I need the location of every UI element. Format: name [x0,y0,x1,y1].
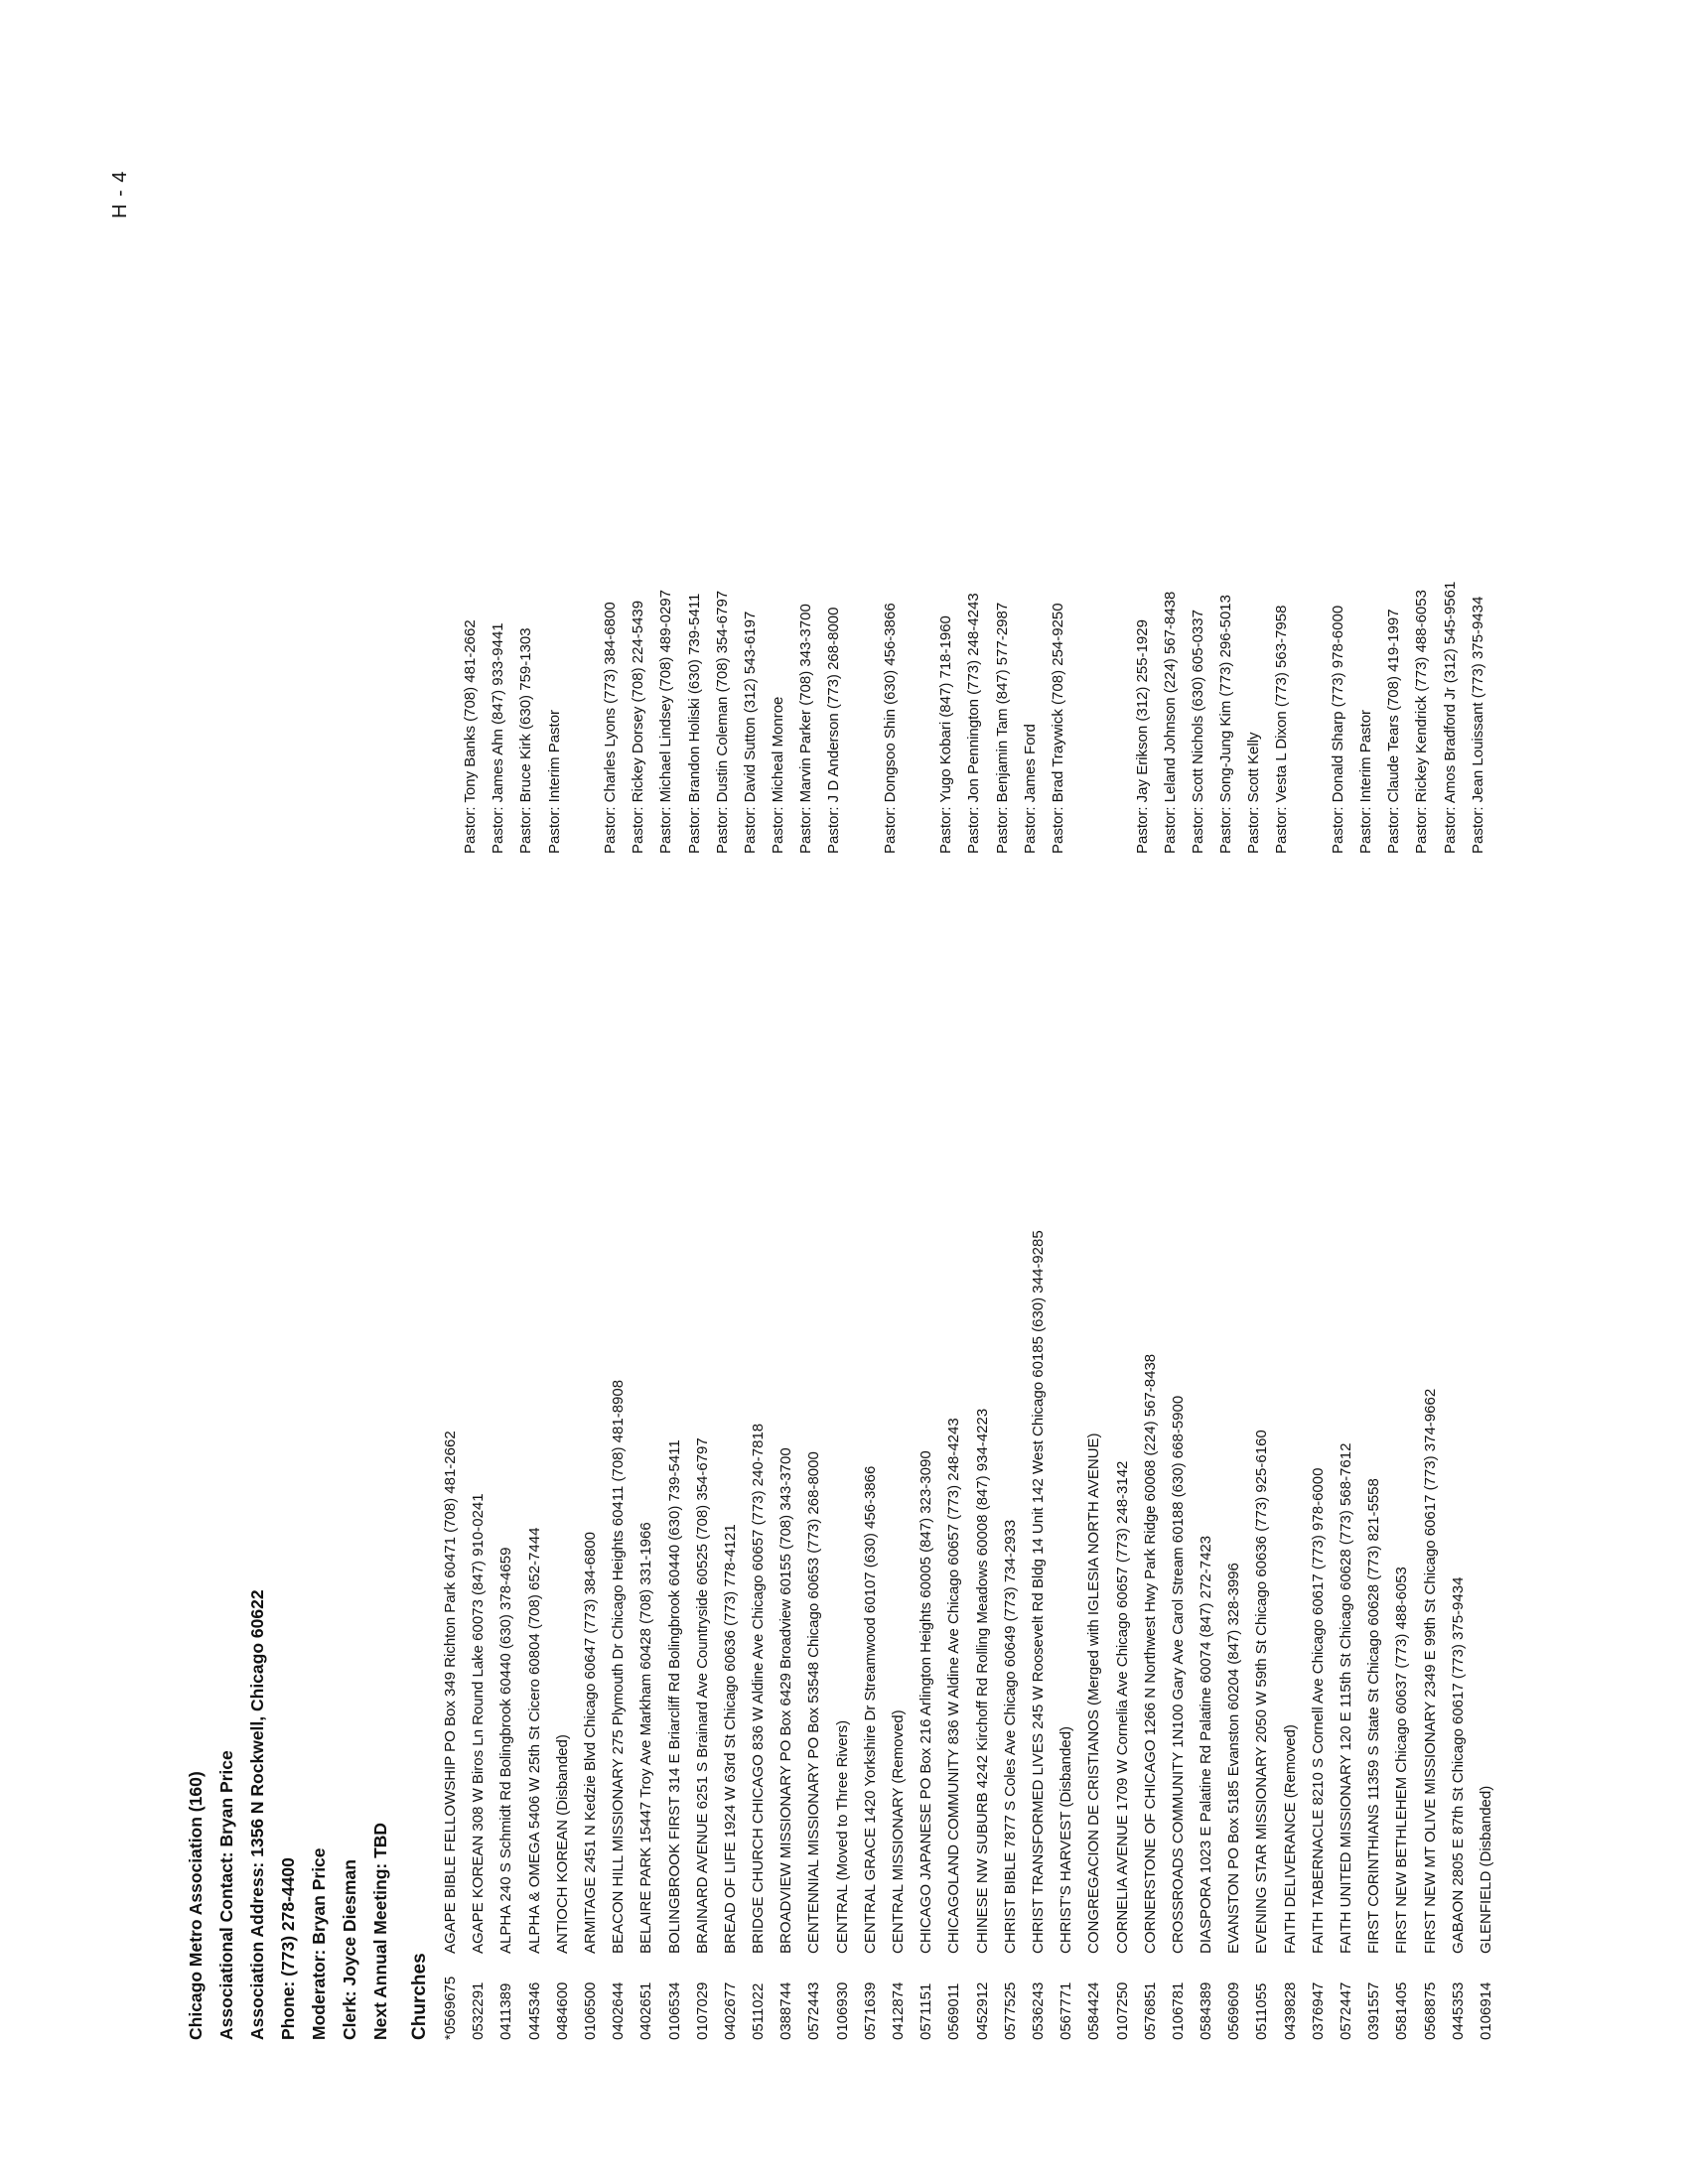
list-item [633,1230,660,2040]
church-entry: CROSSROADS COMMUNITY 1N100 Gary Ave Carol Stream 60188 (630) 668-5900 [1169,1395,1187,1954]
church-id: 0402677 [721,1981,739,2040]
church-entry: FAITH TABERNACLE 8210 S Cornell Ave Chicago 60617 (773) 978-6000 [1309,1467,1327,1954]
list-item [549,1230,577,2040]
church-id: 0402644 [610,1981,628,2040]
next-annual-meeting: Next Annual Meeting: TBD [370,1822,390,2040]
pastor-entry: Pastor: Donald Sharp (773) 978-6000 [1329,605,1346,854]
pastor-entry: Pastor: Interim Pastor [545,709,563,854]
church-entry: BREAD OF LIFE 1924 W 63rd St Chicago 60636 (773) 778-4121 [721,1524,739,1954]
page-number: H - 4 [109,170,131,218]
church-id: 0584424 [1085,1981,1103,2040]
list-item [1080,1230,1108,2040]
association-address: Association Address: 1356 N Rockwell, Chicago 60622 [247,1589,267,2040]
church-entry: ALPHA & OMEGA 5406 W 25th St Cicero 60804 (708) 652-7444 [525,1527,543,1954]
church-id: 0376947 [1309,1981,1327,2040]
pastor-entry [569,582,597,854]
church-entry: CHICAGOLAND COMMUNITY 836 W Aldine Ave Chicago 60657 (773) 248-4243 [945,1418,963,1954]
association-phone: Phone: (773) 278-4400 [278,1857,298,2040]
pastor-entry [1297,582,1325,854]
church-id: 0106534 [665,1981,683,2040]
church-entry: CENTRAL GRACE 1420 Yorkshire Dr Streamwood 60107 (630) 456-3866 [861,1465,879,1954]
list-item [1277,1230,1305,2040]
list-item [773,1230,800,2040]
church-id: 0445353 [1449,1981,1467,2040]
church-id: 0484600 [553,1981,571,2040]
church-entry: FIRST CORINTHIANS 11359 S State St Chicago 60628 (773) 821-5558 [1365,1478,1383,1954]
list-item [913,1230,940,2040]
church-id: 0411389 [497,1982,515,2040]
list-item [493,1230,520,2040]
church-entry: BOLINGBROOK FIRST 314 E Briarcliff Rd Bolingbrook 60440 (630) 739-5411 [665,1439,683,1954]
list-item [689,1230,717,2040]
church-id: *0569675 [442,1976,459,2040]
church-entry: FAITH DELIVERANCE (Removed) [1281,1724,1299,1954]
list-item [1109,1230,1137,2040]
pastor-entry: Pastor: Leland Johnson (224) 567-8438 [1161,591,1179,854]
church-id: 0412874 [890,1981,907,2040]
church-entry: AGAPE BIBLE FELLOWSHIP PO Box 349 Richton Park 60471 (708) 481-2662 [442,1431,459,1954]
church-id: 0106500 [581,1981,599,2040]
pastor-entry [1100,582,1128,854]
church-entry: FAITH UNITED MISSIONARY 120 E 115th St Chicago 60628 (773) 568-7612 [1338,1442,1354,1954]
list-item [1053,1230,1080,2040]
church-id: 0569609 [1225,1981,1243,2040]
church-id: 0511055 [1253,1982,1271,2040]
church-entry: CHINESE NW SUBURB 4242 Kirchoff Rd Rolling Meadows 60008 (847) 934-4223 [973,1408,991,1954]
church-entry: CORNERSTONE OF CHICAGO 1266 N Northwest Hwy Park Ridge 60068 (224) 567-8438 [1141,1353,1159,1954]
church-entry: CHRIST'S HARVEST (Disbanded) [1058,1725,1075,1954]
church-id: 0439828 [1281,1981,1299,2040]
pastor-entry: Pastor: Song-Jung Kim (773) 296-5013 [1217,595,1235,854]
church-entry: CENTRAL (Moved to Three Rivers) [833,1719,851,1954]
moderator: Moderator: Bryan Price [309,1847,329,2040]
church-id: 0571151 [917,1982,935,2040]
church-id: 0572447 [1338,1981,1354,2040]
church-entry: CHRIST BIBLE 7877 S Coles Ave Chicago 60649 (773) 734-2933 [1001,1519,1019,1954]
church-id: 0584389 [1198,1981,1215,2040]
church-entry: CHICAGO JAPANESE PO Box 216 Arlington Heights 60005 (847) 323-3090 [917,1450,935,1954]
pastor-entry [1072,582,1100,854]
church-id: 0445346 [525,1981,543,2040]
list-item [885,1230,913,2040]
church-id: 0452912 [973,1981,991,2040]
church-entry: ARMITAGE 2451 N Kedzie Blvd Chicago 60647 (773) 384-6800 [581,1532,599,1954]
list-item [1248,1230,1276,2040]
church-id: 0536243 [1029,1981,1047,2040]
list-item [1220,1230,1248,2040]
list-item [800,1230,828,2040]
list-item [521,1230,549,2040]
church-entry: GLENFIELD (Disbanded) [1477,1785,1494,1954]
pastor-entry: Pastor: David Sutton (312) 543-6197 [741,611,759,854]
pastor-entry: Pastor: Yugo Kobari (847) 718-1960 [937,615,955,854]
pastor-entry: Pastor: Dustin Coleman (708) 354-6797 [713,590,731,854]
church-id: 0532291 [470,1981,488,2040]
list-item [997,1230,1025,2040]
pastor-entry: Pastor: Rickey Dorsey (708) 224-5439 [630,600,647,854]
list-item [857,1230,885,2040]
pastor-entry: Pastor: Dongsoo Shin (630) 456-3866 [881,603,899,854]
church-entry: BRAINARD AVENUE 6251 S Brainard Ave Countryside 60525 (708) 354-6797 [693,1437,711,1954]
church-entry: ALPHA 240 S Schmidt Rd Bolingbrook 60440 (630) 378-4659 [497,1547,515,1954]
pastor-entry: Pastor: Brad Traywick (708) 254-9250 [1049,603,1066,854]
church-entry: CONGREGACION DE CRISTIANOS (Merged with IGLESIA NORTH AVENUE) [1085,1433,1103,1954]
church-id: 0576851 [1141,1981,1159,2040]
church-entry: CHRIST TRANSFORMED LIVES 245 W Roosevelt Rd Bldg 14 Unit 142 West Chicago 60185 (630) 344-9285 [1029,1230,1047,1954]
list-item [605,1230,633,2040]
church-id: 0402651 [637,1981,655,2040]
church-entry: BEACON HILL MISSIONARY 275 Plymouth Dr Chicago Heights 60411 (708) 481-8908 [610,1379,628,1954]
church-entry: AGAPE KOREAN 308 W Biros Ln Round Lake 60073 (847) 910-0241 [470,1493,488,1954]
church-entry: FIRST NEW BETHLEHEM Chicago 60637 (773) 488-6053 [1393,1567,1411,1954]
associational-contact: Associational Contact: Bryan Price [216,1750,236,2040]
pastor-entry: Pastor: Brandon Holiski (630) 739-5411 [685,593,703,854]
list-item [1360,1230,1388,2040]
pastor-entry: Pastor: Bruce Kirk (630) 759-1303 [517,627,535,854]
churches-heading: Churches [409,1953,430,2040]
church-id: 0107250 [1113,1981,1131,2040]
pastor-entry: Pastor: Scott Kelly [1245,732,1263,854]
list-item [1165,1230,1193,2040]
church-entry: CENTRAL MISSIONARY (Removed) [890,1709,907,1954]
pastor-entry: Pastor: Scott Nichols (630) 605-0337 [1189,610,1206,854]
church-id: 0571639 [861,1981,879,2040]
pastor-entry: Pastor: Michael Lindsey (708) 489-0297 [657,590,675,854]
church-entry: EVANSTON PO Box 5185 Evanston 60204 (847) 328-3996 [1225,1563,1243,1954]
church-id: 0106781 [1169,1981,1187,2040]
pastor-entry: Pastor: Charles Lyons (773) 384-6800 [601,602,619,854]
church-id: 0581405 [1393,1981,1411,2040]
church-entry: BELAIRE PARK 15447 Troy Ave Markham 60428 (708) 331-1966 [637,1522,655,1954]
list-item [829,1230,857,2040]
pastor-entry: Pastor: Jay Erikson (312) 255-1929 [1133,619,1151,854]
pastor-list [457,582,1492,854]
list-item [1333,1230,1360,2040]
church-entry: CORNELIA AVENUE 1709 W Cornelia Ave Chicago 60657 (773) 248-3142 [1113,1460,1131,1954]
church-id: 0391557 [1365,1981,1383,2040]
church-id: 0106914 [1477,1981,1494,2040]
association-header [181,1589,396,2040]
list-item [577,1230,605,2040]
list-item [940,1230,968,2040]
pastor-entry [849,582,877,854]
church-entry: CENTENNIAL MISSIONARY PO Box 53548 Chicago 60653 (773) 268-8000 [805,1451,823,1954]
list-item [1137,1230,1165,2040]
association-name: Chicago Metro Association (160) [186,1771,206,2040]
pastor-entry: Pastor: Claude Tears (708) 419-1997 [1385,609,1403,854]
pastor-entry: Pastor: James Ahn (847) 933-9441 [490,622,507,854]
church-entry: BRIDGE CHURCH CHICAGO 836 W Aldine Ave Chicago 60657 (773) 240-7818 [750,1423,768,1954]
church-id: 0106930 [833,1981,851,2040]
pastor-entry: Pastor: Jean Louissant (773) 375-9434 [1469,596,1486,854]
church-id: 0511022 [750,1982,768,2040]
church-entry: BROADVIEW MISSIONARY PO Box 6429 Broadview 60155 (708) 343-3700 [777,1447,795,1954]
pastor-entry: Pastor: Amos Bradford Jr (312) 545-9561 [1441,581,1459,854]
list-item [1445,1230,1473,2040]
list-item [1305,1230,1333,2040]
list-item [745,1230,773,2040]
list-item [1473,1230,1500,2040]
church-id: 0569011 [945,1982,963,2040]
pastor-entry: Pastor: Marvin Parker (708) 343-3700 [797,604,815,854]
pastor-entry: Pastor: Benjamin Tam (847) 577-2987 [993,602,1011,854]
pastor-entry: Pastor: J D Anderson (773) 268-8000 [825,607,843,854]
list-item [1417,1230,1445,2040]
clerk: Clerk: Joyce Diesman [340,1859,359,2040]
church-id: 0388744 [777,1981,795,2040]
church-id: 0567771 [1058,1981,1075,2040]
pastor-entry: Pastor: Rickey Kendrick (773) 488-6053 [1413,590,1431,854]
church-id: 0107029 [693,1981,711,2040]
list-item [717,1230,745,2040]
list-item [1193,1230,1220,2040]
pastor-entry: Pastor: Tony Banks (708) 481-2662 [462,619,479,854]
list-item [437,1230,465,2040]
list-item [465,1230,493,2040]
church-id: 0572443 [805,1981,823,2040]
church-entry: EVENING STAR MISSIONARY 2050 W 59th St Chicago 60636 (773) 925-6160 [1253,1430,1271,1954]
church-entry: ANTIOCH KOREAN (Disbanded) [553,1734,571,1954]
church-entry: DIASPORA 1023 E Palatine Rd Palatine 60074 (847) 272-7423 [1198,1535,1215,1954]
pastor-entry: Pastor: Vesta L Dixon (773) 563-7958 [1273,605,1291,854]
church-id: 0577525 [1001,1981,1019,2040]
pastor-entry: Pastor: Jon Pennington (773) 248-4243 [965,593,983,854]
list-item [1025,1230,1053,2040]
church-entry: FIRST NEW MT OLIVE MISSIONARY 2349 E 99th St Chicago 60617 (773) 374-9662 [1421,1388,1439,1954]
pastor-entry: Pastor: Interim Pastor [1357,709,1374,854]
pastor-entry: Pastor: Micheal Monroe [770,696,787,854]
church-list [437,1230,1500,2040]
list-item [1388,1230,1416,2040]
church-entry: GABAON 2805 E 87th St Chicago 60617 (773) 375-9434 [1449,1576,1467,1954]
pastor-entry: Pastor: James Ford [1021,724,1039,854]
pastor-entry [905,582,932,854]
list-item [661,1230,689,2040]
list-item [969,1230,997,2040]
church-id: 0568875 [1421,1981,1439,2040]
